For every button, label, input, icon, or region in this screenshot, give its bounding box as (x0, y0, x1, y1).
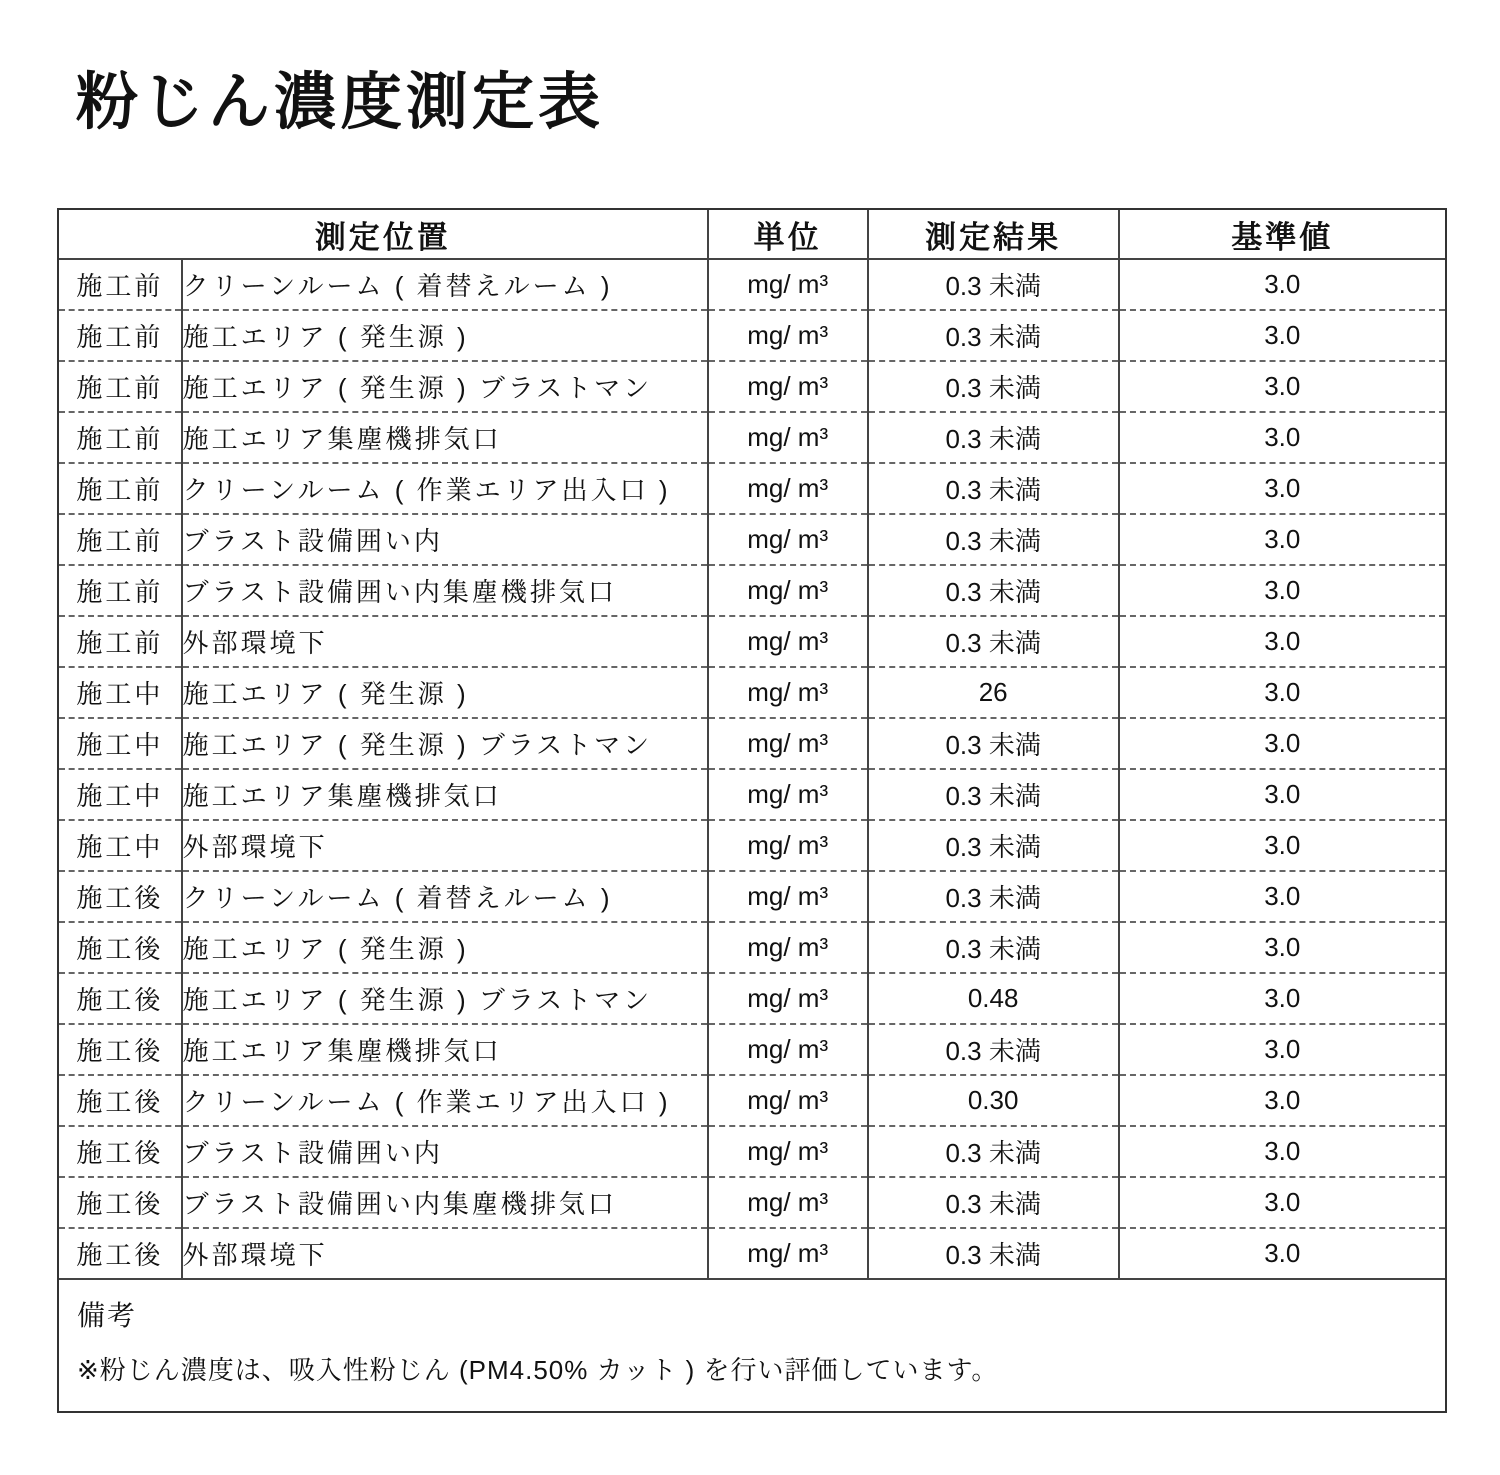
table-row (59, 1075, 1445, 1126)
cell-result: 0.3 未満 (868, 922, 1119, 973)
cell-result: 0.3 未満 (868, 259, 1119, 310)
cell-result: 0.48 (868, 973, 1119, 1024)
cell-location: 施工エリア集塵機排気口 (182, 412, 708, 463)
cell-unit: mg/ m³ (708, 718, 868, 769)
table-row (59, 973, 1445, 1024)
cell-standard: 3.0 (1119, 871, 1445, 922)
cell-standard: 3.0 (1119, 259, 1445, 310)
cell-unit: mg/ m³ (708, 565, 868, 616)
cell-phase: 施工後 (59, 922, 182, 973)
cell-phase: 施工後 (59, 1126, 182, 1177)
page-title: 粉じん濃度測定表 (76, 68, 605, 137)
cell-result: 0.3 未満 (868, 361, 1119, 412)
cell-location: クリーンルーム ( 着替えルーム ) (182, 271, 613, 301)
cell-standard: 3.0 (1119, 973, 1445, 1024)
cell-unit: mg/ m³ (708, 871, 868, 922)
cell-standard: 3.0 (1119, 514, 1445, 565)
cell-location: クリーンルーム ( 作業エリア出入口 ) (182, 463, 708, 514)
cell-standard: 3.0 (1119, 1177, 1445, 1228)
cell-location: 施工エリア ( 発生源 ) (182, 667, 708, 718)
remarks-note: ※粉じん濃度は、吸入性粉じん (PM4.50% カット ) を行い評価しています。 (77, 1355, 999, 1385)
table-row (59, 1024, 1445, 1075)
cell-result: 0.3 未満 (868, 514, 1119, 565)
table-row (59, 1177, 1445, 1228)
cell-standard: 3.0 (1119, 820, 1445, 871)
measurement-table (59, 210, 1445, 1278)
cell-result: 0.30 (868, 1075, 1119, 1126)
cell-location: 施工エリア ( 発生源 ) ブラストマン (182, 361, 708, 412)
cell-location: 施工エリア集塵機排気口 (182, 1024, 708, 1075)
cell-location: 施工エリア集塵機排気口 (182, 769, 708, 820)
cell-standard: 3.0 (1119, 1024, 1445, 1075)
cell-standard: 3.0 (1119, 463, 1445, 514)
cell-result: 0.3 未満 (868, 310, 1119, 361)
cell-location: クリーンルーム ( 着替えルーム ) (182, 871, 708, 922)
cell-standard: 3.0 (1119, 616, 1445, 667)
cell-result: 0.3 未満 (868, 871, 1119, 922)
cell-unit: mg/ m³ (708, 310, 868, 361)
cell-phase: 施工前 (59, 361, 182, 412)
header-unit: 単位 (708, 210, 868, 259)
cell-result: 0.3 未満 (868, 718, 1119, 769)
cell-phase: 施工前 (59, 565, 182, 616)
cell-result: 26 (868, 667, 1119, 718)
cell-phase: 施工前 (59, 616, 182, 667)
cell-standard: 3.0 (1119, 565, 1445, 616)
cell-unit: mg/ m³ (708, 412, 868, 463)
cell-unit: mg/ m³ (708, 667, 868, 718)
cell-result: 0.3 未満 (868, 616, 1119, 667)
cell-unit: mg/ m³ (708, 820, 868, 871)
cell-result: 0.3 未満 (868, 565, 1119, 616)
cell-phase: 施工後 (59, 871, 182, 922)
cell-result: 0.3 未満 (868, 1228, 1119, 1278)
cell-result: 0.3 未満 (868, 463, 1119, 514)
table-row (59, 871, 1445, 922)
table-body (59, 259, 1445, 1278)
table-row (59, 922, 1445, 973)
cell-result: 0.3 未満 (868, 1177, 1119, 1228)
table-row (59, 565, 1445, 616)
cell-location: 施工エリア ( 発生源 ) ブラストマン (182, 973, 708, 1024)
cell-standard: 3.0 (1119, 922, 1445, 973)
cell-standard: 3.0 (1119, 310, 1445, 361)
header-measurement-position: 測定位置 (59, 210, 708, 259)
cell-location: クリーンルーム ( 作業エリア出入口 ) (182, 1075, 708, 1126)
cell-phase: 施工前 (59, 412, 182, 463)
cell-result: 0.3 未満 (868, 1024, 1119, 1075)
cell-result: 0.3 未満 (868, 412, 1119, 463)
remarks-heading: 備考 (77, 1300, 138, 1331)
cell-location: ブラスト設備囲い内集塵機排気口 (182, 1177, 708, 1228)
table-row (59, 718, 1445, 769)
table-row (59, 667, 1445, 718)
cell-location: ブラスト設備囲い内 (182, 514, 708, 565)
table-row (59, 616, 1445, 667)
table-row (59, 463, 1445, 514)
cell-unit: mg/ m³ (708, 1228, 868, 1278)
cell-standard: 3.0 (1119, 1228, 1445, 1278)
cell-phase: 施工後 (59, 973, 182, 1024)
cell-phase: 施工前 (59, 310, 182, 361)
cell-phase: 施工中 (59, 769, 182, 820)
measurement-table-frame (57, 208, 1447, 1413)
cell-result: 0.3 未満 (868, 1126, 1119, 1177)
table-row (59, 1126, 1445, 1177)
header-standard-value: 基準値 (1119, 210, 1445, 259)
table-header-row (59, 210, 1445, 259)
table-row (59, 1228, 1445, 1278)
cell-result: 0.3 未満 (868, 769, 1119, 820)
table-row (59, 361, 1445, 412)
cell-location: 外部環境下 (182, 616, 708, 667)
cell-phase: 施工後 (59, 1024, 182, 1075)
cell-location: ブラスト設備囲い内 (182, 1126, 708, 1177)
cell-unit: mg/ m³ (708, 463, 868, 514)
table-row (59, 310, 1445, 361)
cell-location: ブラスト設備囲い内集塵機排気口 (182, 565, 708, 616)
table-row (59, 769, 1445, 820)
cell-phase: 施工前 (59, 259, 182, 310)
cell-unit: mg/ m³ (708, 361, 868, 412)
cell-unit: mg/ m³ (708, 973, 868, 1024)
remarks-section (59, 1278, 1445, 1411)
table-row (59, 514, 1445, 565)
cell-phase: 施工後 (59, 1075, 182, 1126)
table-row (59, 259, 1445, 310)
cell-phase: 施工中 (59, 667, 182, 718)
cell-unit: mg/ m³ (708, 259, 868, 310)
table-row (59, 412, 1445, 463)
cell-unit: mg/ m³ (708, 1024, 868, 1075)
cell-unit: mg/ m³ (708, 769, 868, 820)
cell-standard: 3.0 (1119, 667, 1445, 718)
cell-unit: mg/ m³ (708, 616, 868, 667)
cell-standard: 3.0 (1119, 718, 1445, 769)
cell-standard: 3.0 (1119, 361, 1445, 412)
cell-unit: mg/ m³ (708, 514, 868, 565)
cell-unit: mg/ m³ (708, 1075, 868, 1126)
cell-unit: mg/ m³ (708, 922, 868, 973)
cell-phase: 施工前 (59, 514, 182, 565)
cell-standard: 3.0 (1119, 1075, 1445, 1126)
cell-location: 施工エリア ( 発生源 ) (182, 310, 708, 361)
cell-location: 外部環境下 (182, 820, 708, 871)
cell-phase: 施工後 (59, 1228, 182, 1278)
table-row (59, 820, 1445, 871)
cell-standard: 3.0 (1119, 412, 1445, 463)
cell-standard: 3.0 (1119, 1126, 1445, 1177)
cell-phase: 施工後 (59, 1177, 182, 1228)
cell-result: 0.3 未満 (868, 820, 1119, 871)
cell-standard: 3.0 (1119, 769, 1445, 820)
cell-location: 外部環境下 (182, 1228, 708, 1278)
cell-unit: mg/ m³ (708, 1126, 868, 1177)
cell-phase: 施工中 (59, 718, 182, 769)
cell-phase: 施工前 (59, 463, 182, 514)
header-measurement-result: 測定結果 (868, 210, 1119, 259)
cell-unit: mg/ m³ (708, 1177, 868, 1228)
cell-location: 施工エリア ( 発生源 ) (182, 922, 708, 973)
cell-phase: 施工中 (59, 820, 182, 871)
cell-location: 施工エリア ( 発生源 ) ブラストマン (182, 718, 708, 769)
